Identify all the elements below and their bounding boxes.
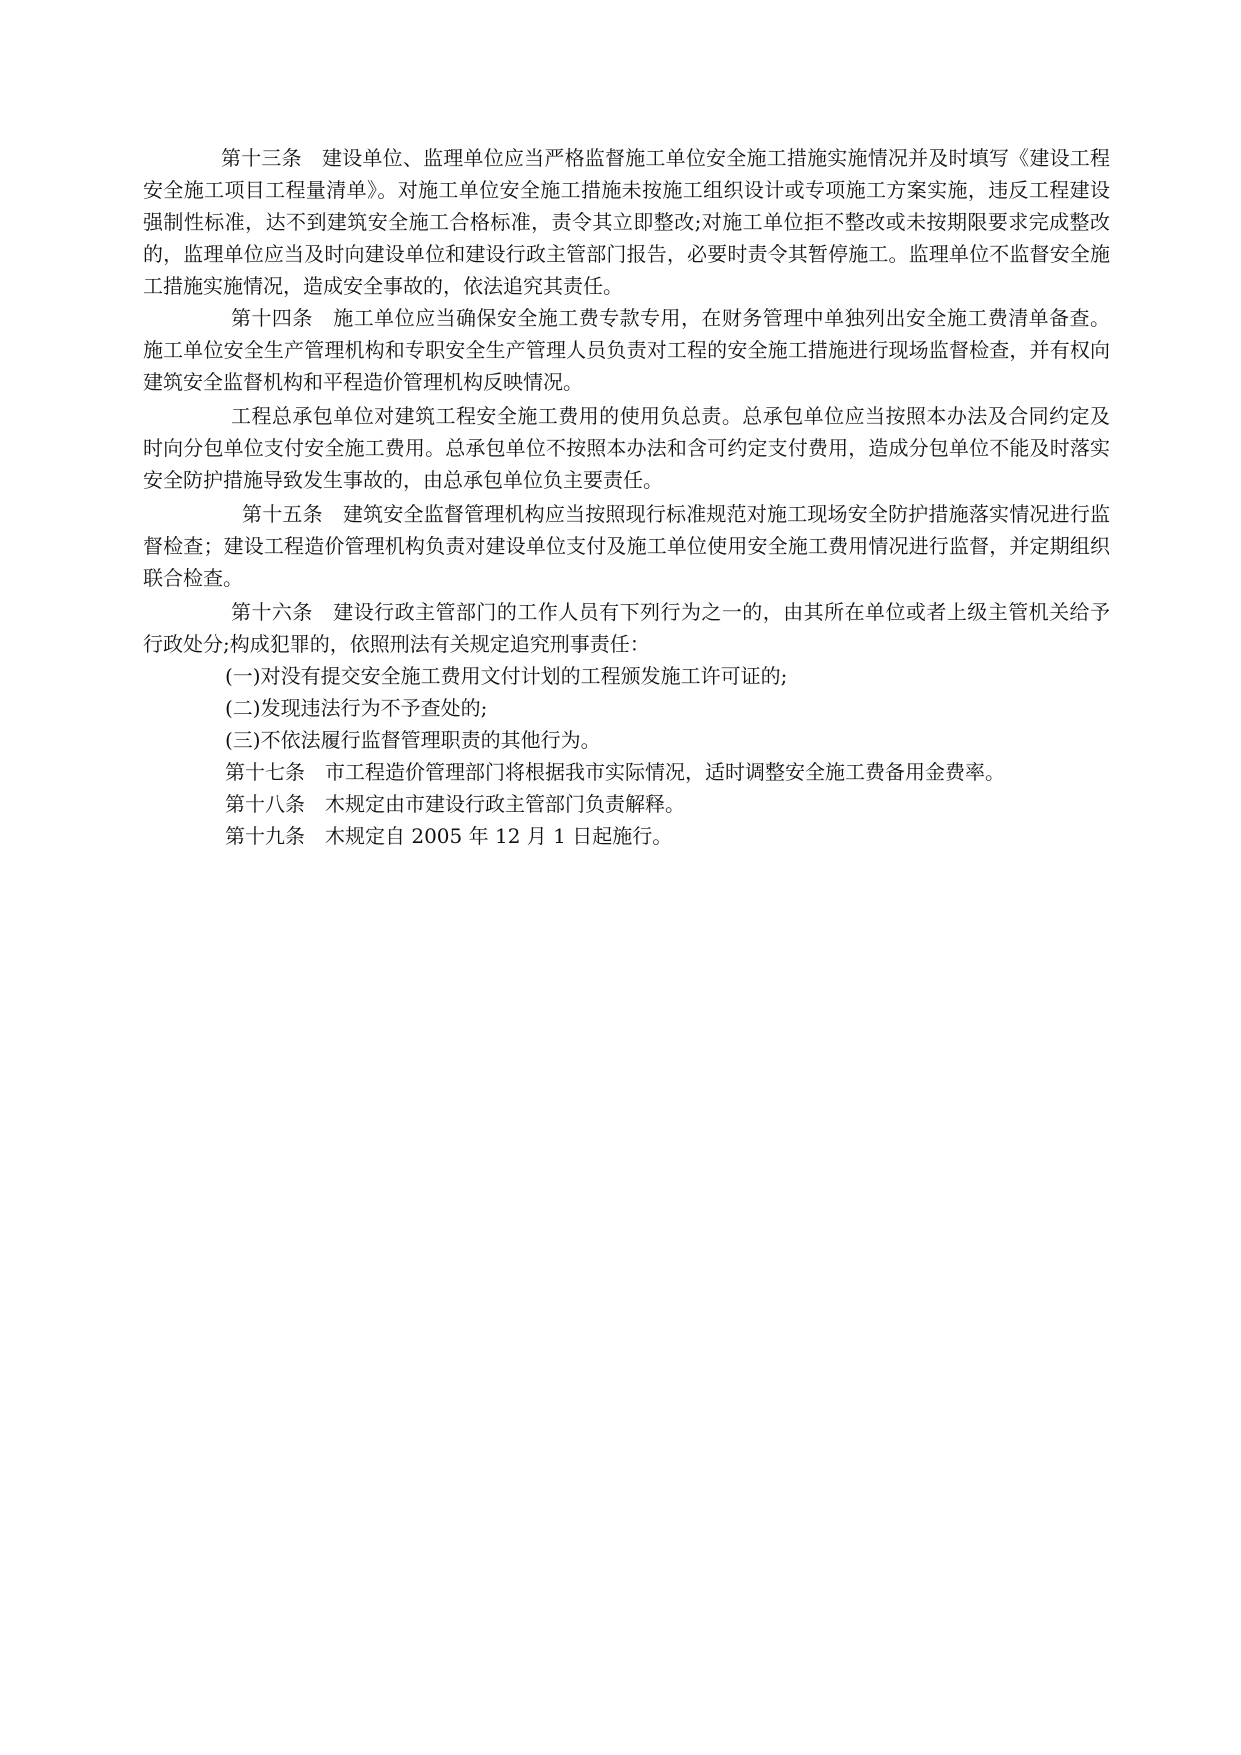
list-item: (一)对没有提交安全施工费用文付计划的工程颁发施工许可证的; xyxy=(225,664,788,688)
article-14-paragraph xyxy=(143,302,1110,398)
article-19-heading: 第十九条 xyxy=(225,824,305,848)
article-16-heading: 第十六条 xyxy=(231,600,313,624)
article-18-paragraph xyxy=(143,788,1110,820)
list-item: (二)发现违法行为不予查处的; xyxy=(225,696,488,720)
article-14-heading: 第十四条 xyxy=(231,306,313,330)
general-contractor-paragraph xyxy=(143,400,1110,496)
article-17-paragraph xyxy=(143,756,1110,788)
article-15-paragraph xyxy=(143,498,1110,594)
list-item: (三)不依法履行监督管理职责的其他行为。 xyxy=(225,728,601,752)
article-16-paragraph xyxy=(143,596,1110,660)
article-18-text: 木规定由市建设行政主管部门负责解释。 xyxy=(325,792,685,816)
article-13-text: 建设单位、监理单位应当严格监督施工单位安全施工措施实施情况并及时填写《建设工程安全施工项目工程量清单》。对施工单位安全施工措施未按施工组织设计或专项施工方案实施，违反工程建设强制性标准，达不到建筑安全施工合格标准，责令其立即整改;对施工单位拒不整改或未按期限要求完成整改的，监理单位应当及时向建设单位和建设行政主管部门报告，必要时责令其暂停施工。监理单位不监督安全施工措施实施情况，造成安全事故的，依法追究其责任。 xyxy=(143,146,1111,298)
article-16-text: 建设行政主管部门的工作人员有下列行为之一的，由其所在单位或者上级主管机关给予行政处分;构成犯罪的，依照刑法有关规定追究刑事责任： xyxy=(143,600,1111,656)
article-18-heading: 第十八条 xyxy=(225,792,305,816)
article-15-text: 建筑安全监督管理机构应当按照现行标准规范对施工现场安全防护措施落实情况进行监督检查；建设工程造价管理机构负责对建设单位支付及施工单位使用安全施工费用情况进行监督，并定期组织联合检查。 xyxy=(143,502,1111,590)
article-14-text: 施工单位应当确保安全施工费专款专用，在财务管理中单独列出安全施工费清单备查。施工单位安全生产管理机构和专职安全生产管理人员负责对工程的安全施工措施进行现场监督检查，并有权向建筑安全监督机构和平程造价管理机构反映情况。 xyxy=(143,306,1111,394)
article-13-paragraph xyxy=(143,142,1110,302)
general-contractor-text: 工程总承包单位对建筑工程安全施工费用的使用负总责。总承包单位应当按照本办法及合同约定及时向分包单位支付安全施工费用。总承包单位不按照本办法和含可约定支付费用，造成分包单位不能及时落实安全防护措施导致发生事故的，由总承包单位负主要责任。 xyxy=(143,404,1110,492)
article-17-text: 市工程造价管理部门将根据我市实际情况，适时调整安全施工费备用金费率。 xyxy=(325,760,1005,784)
article-17-heading: 第十七条 xyxy=(225,760,305,784)
article-13-heading: 第十三条 xyxy=(221,146,302,170)
article-15-heading: 第十五条 xyxy=(242,502,323,526)
article-19-text: 木规定自 2005 年 12 月 1 日起施行。 xyxy=(325,824,673,848)
document-body xyxy=(143,142,1110,852)
article-19-paragraph xyxy=(143,820,1110,852)
